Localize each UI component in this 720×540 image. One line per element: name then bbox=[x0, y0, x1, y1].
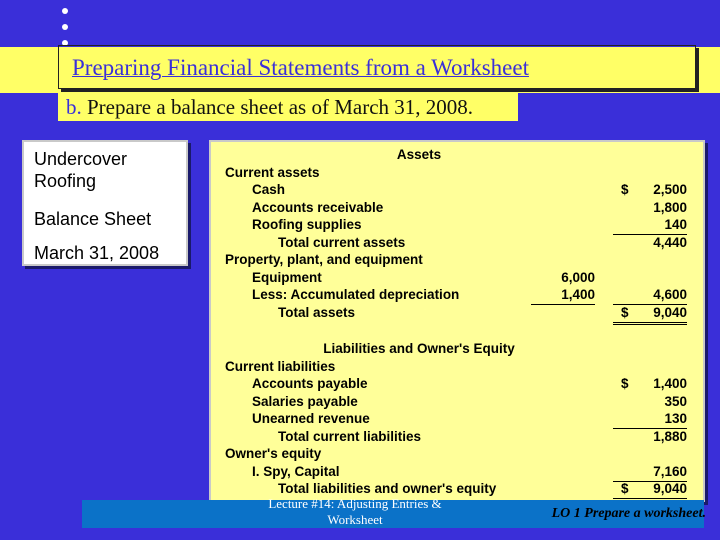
statement-date: March 31, 2008 bbox=[34, 243, 160, 263]
statement-name: Balance Sheet bbox=[34, 209, 152, 229]
equipment-label: Equipment bbox=[252, 270, 322, 285]
bullet-dot bbox=[62, 24, 68, 30]
salaries-payable-value: 350 bbox=[664, 394, 687, 409]
current-liabilities-heading: Current liabilities bbox=[225, 359, 336, 374]
ar-value: 1,800 bbox=[653, 200, 687, 215]
net-equipment-value: 4,600 bbox=[613, 287, 687, 305]
subtitle-text: Prepare a balance sheet as of March 31, 2008. bbox=[87, 95, 474, 119]
total-assets-value: 9,040 bbox=[613, 305, 687, 325]
total-current-assets-value: 4,440 bbox=[653, 235, 687, 250]
balance-sheet bbox=[209, 140, 705, 502]
cash-value: 2,500 bbox=[653, 182, 687, 197]
assets-header: Assets bbox=[396, 147, 442, 162]
footer-learning-objective: LO 1 Prepare a worksheet. bbox=[551, 506, 706, 521]
accounts-payable-value: 1,400 bbox=[653, 376, 687, 391]
total-current-liabilities-value: 1,880 bbox=[653, 429, 687, 444]
total-liabilities-equity-label: Total liabilities and owner's equity bbox=[278, 481, 497, 496]
total-liabilities-equity-value: 9,040 bbox=[613, 481, 687, 501]
accounts-payable-label: Accounts payable bbox=[252, 376, 368, 391]
capital-value: 7,160 bbox=[613, 464, 687, 482]
company-name: Undercover Roofing bbox=[34, 149, 128, 191]
unearned-revenue-value: 130 bbox=[613, 411, 687, 429]
footer-lecture: Lecture #14: Adjusting Entries & Worksheet bbox=[268, 496, 442, 527]
ar-label: Accounts receivable bbox=[252, 200, 384, 215]
slide-title: Preparing Financial Statements from a Worksheet bbox=[72, 55, 529, 80]
unearned-revenue-label: Unearned revenue bbox=[252, 411, 370, 426]
cash-dollar-sign: $ bbox=[621, 182, 629, 197]
liabilities-equity-header: Liabilities and Owner's Equity bbox=[323, 341, 515, 356]
capital-label: I. Spy, Capital bbox=[252, 464, 340, 479]
current-assets-heading: Current assets bbox=[225, 165, 320, 180]
statement-label-box bbox=[22, 140, 188, 266]
accum-depr-label: Less: Accumulated depreciation bbox=[252, 287, 460, 302]
owners-equity-heading: Owner's equity bbox=[225, 446, 322, 461]
equipment-value: 6,000 bbox=[561, 270, 595, 285]
supplies-value: 140 bbox=[613, 217, 687, 235]
bullet-dot bbox=[62, 8, 68, 14]
supplies-label: Roofing supplies bbox=[252, 217, 362, 232]
total-assets-dollar-sign: $ bbox=[621, 305, 629, 320]
salaries-payable-label: Salaries payable bbox=[252, 394, 358, 409]
cash-label: Cash bbox=[252, 182, 286, 197]
total-current-liabilities-label: Total current liabilities bbox=[278, 429, 422, 444]
slide-subtitle bbox=[66, 95, 473, 120]
accounts-payable-dollar-sign: $ bbox=[621, 376, 629, 391]
ppe-heading: Property, plant, and equipment bbox=[225, 252, 423, 267]
total-current-assets-label: Total current assets bbox=[278, 235, 406, 250]
total-liabilities-equity-dollar-sign: $ bbox=[621, 481, 629, 496]
accum-depr-value: 1,400 bbox=[531, 287, 595, 305]
total-assets-label: Total assets bbox=[278, 305, 356, 320]
subtitle-letter: b. bbox=[66, 95, 82, 119]
